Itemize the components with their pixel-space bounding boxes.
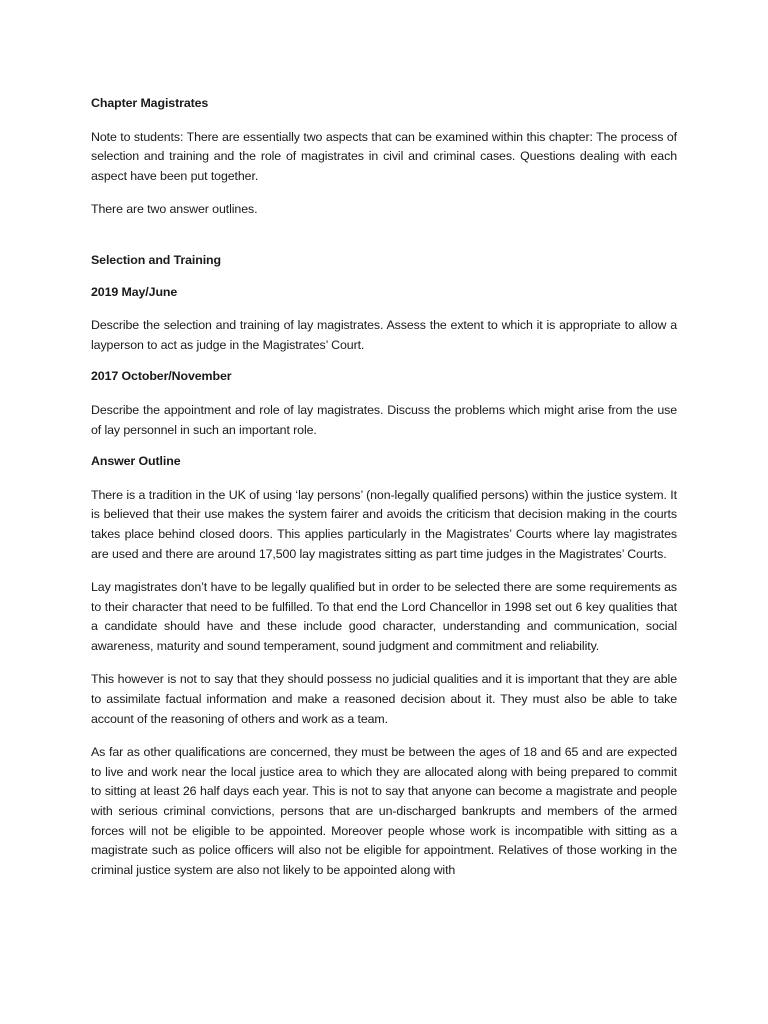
section-title: Selection and Training (91, 252, 221, 267)
document-page (91, 94, 677, 880)
answer-paragraph-2: Lay magistrates don’t have to be legally qualified but in order to be selected there are some requirements as to their character that need to be fulfilled. To that end the Lord Chancellor in 1998 set out 6 key qualities that a candidate should have and these include good character, understanding and communication, social awareness, maturity and sound temperament, sound judgment and commitment and reliability. (91, 580, 677, 653)
question-session-1: 2019 May/June (91, 284, 178, 299)
answer-paragraph-4: As far as other qualifications are concerned, they must be between the ages of 18 and 65 and are expected to live and work near the local justice area to which they are allocated along with being prepared to commit to sitting at least 26 half days each year. This is not to say that anyone can become a magistrate and people with serious criminal convictions, persons that are un-discharged bankrupts and members of the armed forces will not be eligible to be appointed. Moreover people whose work is incompatible with sitting as a magistrate such as police officers will also not be eligible for appointment. Relatives of those working in the criminal justice system are also not likely to be appointed along with (91, 745, 677, 877)
question-session-2: 2017 October/November (91, 369, 232, 384)
answer-paragraph-3: This however is not to say that they should possess no judicial qualities and it is important that they are able to assimilate factual information and make a reasoned decision about it. They must also be able to take account of the reasoning of others and work as a team. (91, 672, 677, 726)
note-to-students: Note to students: There are essentially two aspects that can be examined within this chapter: The process of selection and training and the role of magistrates in civil and criminal cases. Questions dealing with each aspect have been put together. (91, 129, 677, 183)
chapter-heading: Chapter Magistrates (91, 96, 209, 110)
question-text-1: Describe the selection and training of lay magistrates. Assess the extent to which it is appropriate to allow a layperson to act as judge in the Magistrates’ Court. (91, 318, 677, 352)
question-text-2: Describe the appointment and role of lay magistrates. Discuss the problems which might arise from the use of lay personnel in such an important role. (91, 402, 677, 437)
answer-outline-heading: Answer Outline (91, 454, 181, 469)
answer-paragraph-1: There is a tradition in the UK of using ‘lay persons’ (non-legally qualified persons) within the justice system. It is believed that their use makes the system fairer and avoids the criticism that decision making in the courts takes place behind closed doors. This applies particularly in the Magistrates’ Courts where lay magistrates are used and there are around 17,500 lay magistrates sitting as part time judges in the Magistrates’ Courts. (91, 487, 677, 561)
outlines-note: There are two answer outlines. (91, 202, 258, 217)
